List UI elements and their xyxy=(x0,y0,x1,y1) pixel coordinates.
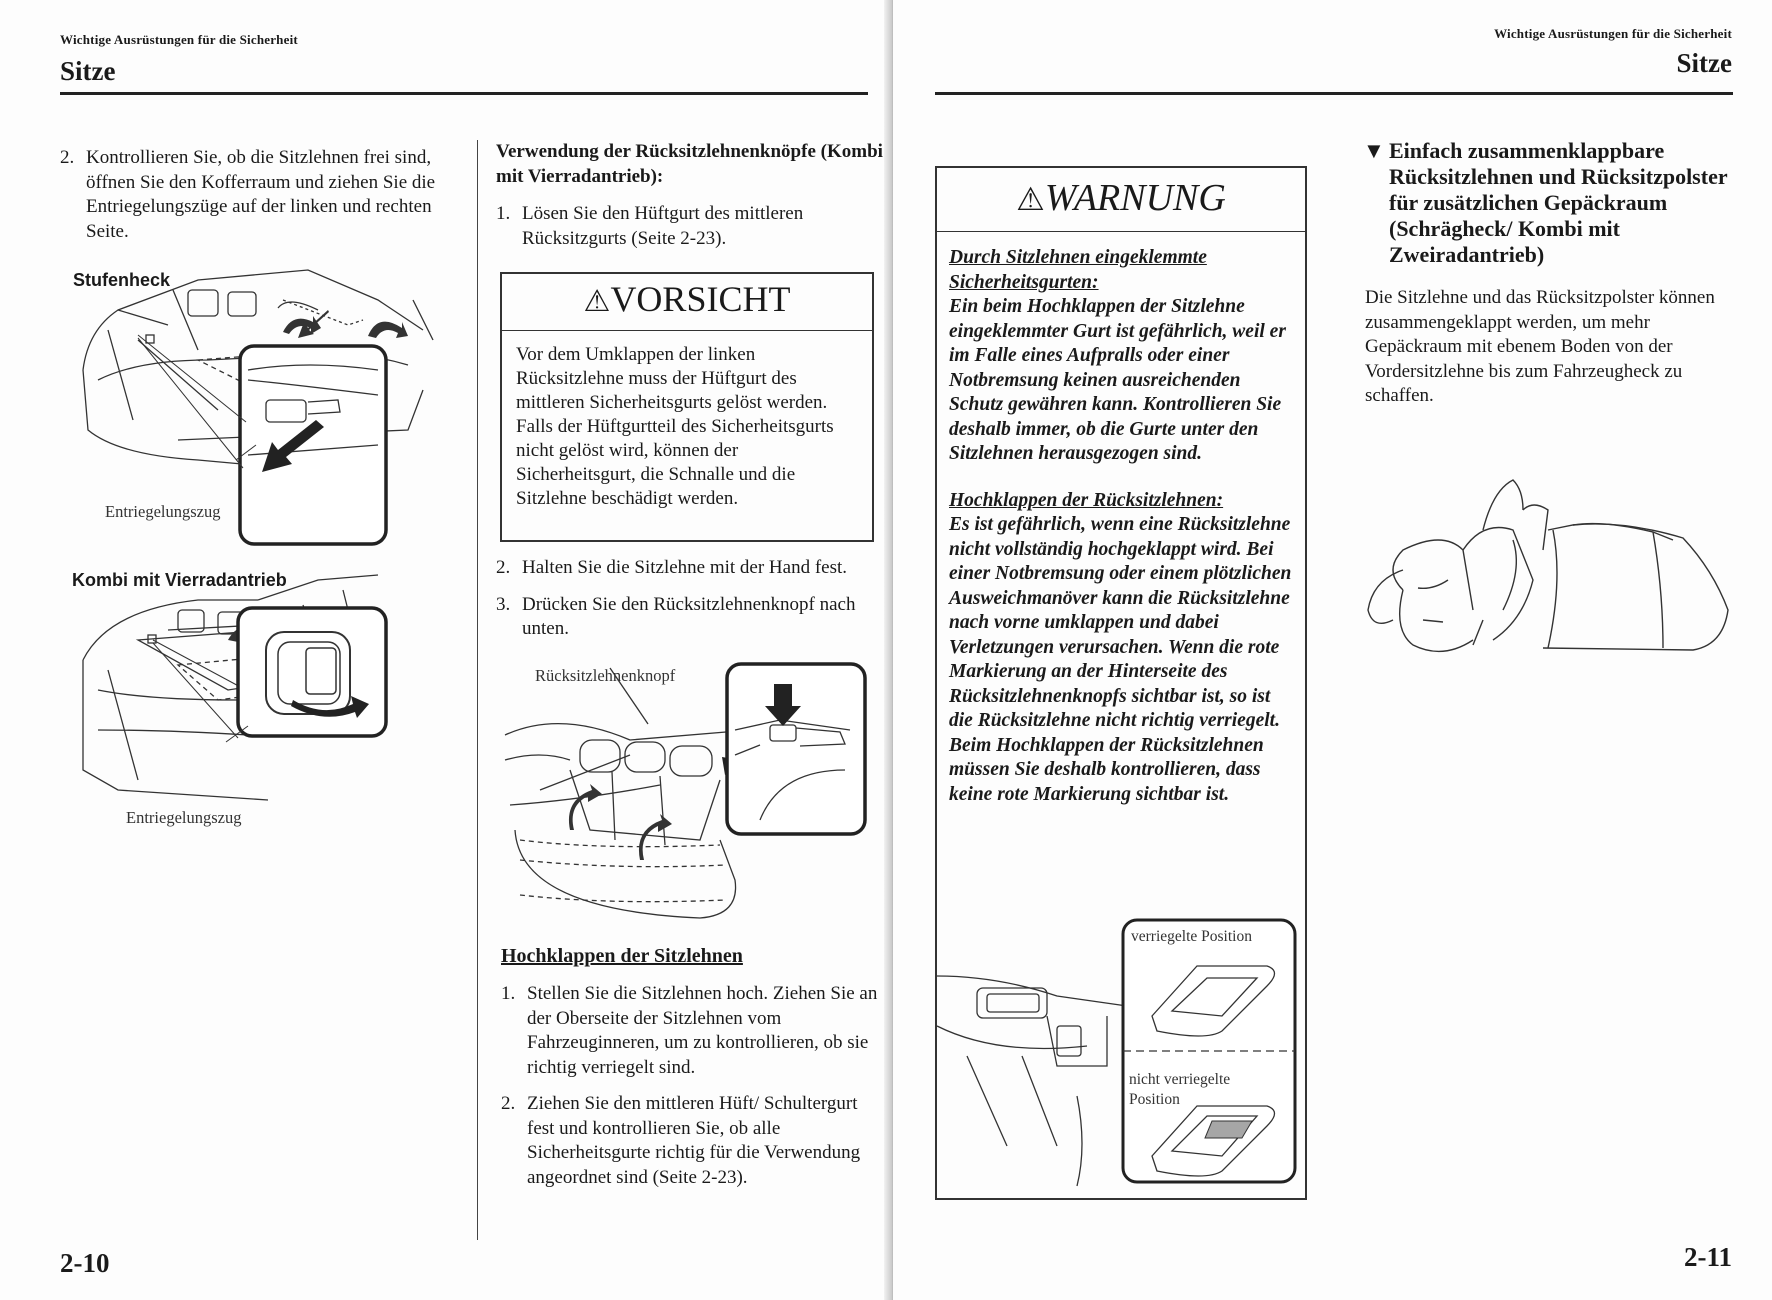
right-page xyxy=(893,0,1772,1300)
warning-section-2 xyxy=(949,489,1293,808)
page-number-left: 2-10 xyxy=(60,1248,110,1278)
right-col2-text: Die Sitzlehne und das Rücksitzpolster können zusammengeklappt werden, um mehr Gepäckraum mit ebenem Boden von der Vordersitzlehne bis zum Fahrzeugheck zu schaffen. xyxy=(1365,287,1715,406)
left-col2-step1: 1. Lösen Sie den Hüftgurt des mittleren Rücksitzgurts (Seite 2-23). xyxy=(496,203,804,249)
wagon-trunk-illustration xyxy=(78,570,438,840)
figure-title-kombi: Kombi mit Vierradantrieb xyxy=(72,570,287,590)
callout-entriegelungszug-2: Entriegelungszug xyxy=(126,808,242,827)
warning-title: WARNUNG xyxy=(1044,177,1226,219)
warning-sub1: Durch Sitzlehnen eingeklemmte Sicherheitsgurten: xyxy=(949,247,1207,293)
triangle-marker-icon: ▼ xyxy=(1363,138,1385,163)
right-col2-heading: Einfach zusammenklappbare Rücksitzlehnen und Rücksitzpolster für zusätzlichen Gepäckraum (Schrägheck/ Kombi mit Zweiradantrieb) xyxy=(1389,138,1728,267)
callout-entriegelungszug-1: Entriegelungszug xyxy=(105,502,221,521)
warning-header xyxy=(937,168,1305,232)
label-locked-position: verriegelte Position xyxy=(1131,928,1252,945)
subheading-hochklappen: Hochklappen der Sitzlehnen xyxy=(501,945,743,967)
warning-section-1 xyxy=(949,246,1293,467)
caution-text: Vor dem Umklappen der linken Rücksitzlehne muss der Hüftgurt des mittleren Sicherheitsgurts gelöst werden. Falls der Hüftgurtteil des Sicherheitsgurts nicht gelöst wird, können der Sicherheitsgurt, die Schnalle und die Sitzlehne beschädigt werden. xyxy=(516,344,834,509)
warning-text2: Es ist gefährlich, wenn eine Rücksitzlehne nicht vollständig hochgeklappt wird. Bei einer Notbremsung oder einem plötzlichen Ausweichmanöver kann die Rücksitzlehne nach vorne umklappen und dabei Verletzungen verursachen. Wenn die rote Markierung an der Hinterseite des Rücksitzlehnenknopfs sichtbar ist, so ist die Rücksitzlehne nicht richtig verriegelt. Beim Hochklappen der Rücksitzlehnen müssen Sie deshalb kontrollieren, dass keine rote Markierung sichtbar ist. xyxy=(949,514,1292,805)
warning-text1: Ein beim Hochklappen der Sitzlehne eingeklemmter Gurt ist gefährlich, weil er im Falle eines Aufpralls oder einer Notbremsung keinen ausreichenden Schutz gewähren kann. Kontrollieren Sie deshalb immer, ob die Gurte unter den Sitzlehnen herausgezogen sind. xyxy=(949,296,1286,464)
left-col1-step2: 2. Kontrollieren Sie, ob die Sitzlehnen frei sind, öffnen Sie den Kofferraum und ziehen Sie die Entriegelungszüge auf der linken und rechten Seite. xyxy=(60,147,436,242)
left-col2-up-steps: 1. Stellen Sie die Sitzlehnen hoch. Ziehen Sie an der Oberseite der Sitzlehnen vom Fahrzeuginneren, um zu kontrollieren, ob sie richtig verriegelt sind. 2. Ziehen Sie den mittleren Hüft/ Schultergurt fest und kontrollieren Sie, ob alle Sicherheitsgurte richtig für die Verwendung angeordnet sind (Seite 2-23). xyxy=(501,983,878,1188)
label-unlocked-position: nicht verriegelte Position xyxy=(1129,1071,1231,1108)
caution-box xyxy=(500,272,874,542)
header-rule-right xyxy=(935,92,1733,95)
running-header-left: Wichtige Ausrüstungen für die Sicherheit xyxy=(60,32,298,47)
page-number-right: 2-11 xyxy=(1683,1242,1732,1272)
warning-triangle-icon: ⚠ xyxy=(583,285,611,318)
left-col2-heading: Verwendung der Rücksitzlehnenknöpfe (Kombi mit Vierradantrieb): xyxy=(496,141,883,187)
lock-position-illustration xyxy=(937,916,1301,1194)
running-header-right: Wichtige Ausrüstungen für die Sicherheit xyxy=(1494,26,1732,41)
caution-header xyxy=(502,274,872,331)
rear-seat-knob-illustration xyxy=(500,660,880,925)
left-col2-steps-2-3: 2. Halten Sie die Sitzlehne mit der Hand fest. 3. Drücken Sie den Rücksitzlehnenknopf nach unten. xyxy=(496,557,856,639)
right-col2-heading-block xyxy=(1363,138,1743,268)
section-title-right: Sitze xyxy=(1676,48,1732,78)
warning-sub2: Hochklappen der Rücksitzlehnen: xyxy=(949,489,1224,511)
section-title-left: Sitze xyxy=(60,56,116,86)
header-rule-left xyxy=(60,92,868,95)
callout-ruecksitzlehnenknopf: Rücksitzlehnenknopf xyxy=(535,666,676,685)
caution-title: VORSICHT xyxy=(610,279,791,319)
figure-title-stufenheck: Stufenheck xyxy=(73,270,171,290)
folded-seat-illustration xyxy=(1363,470,1738,670)
warning-triangle-icon: ⚠ xyxy=(1016,181,1045,217)
column-divider-left xyxy=(477,140,478,1240)
